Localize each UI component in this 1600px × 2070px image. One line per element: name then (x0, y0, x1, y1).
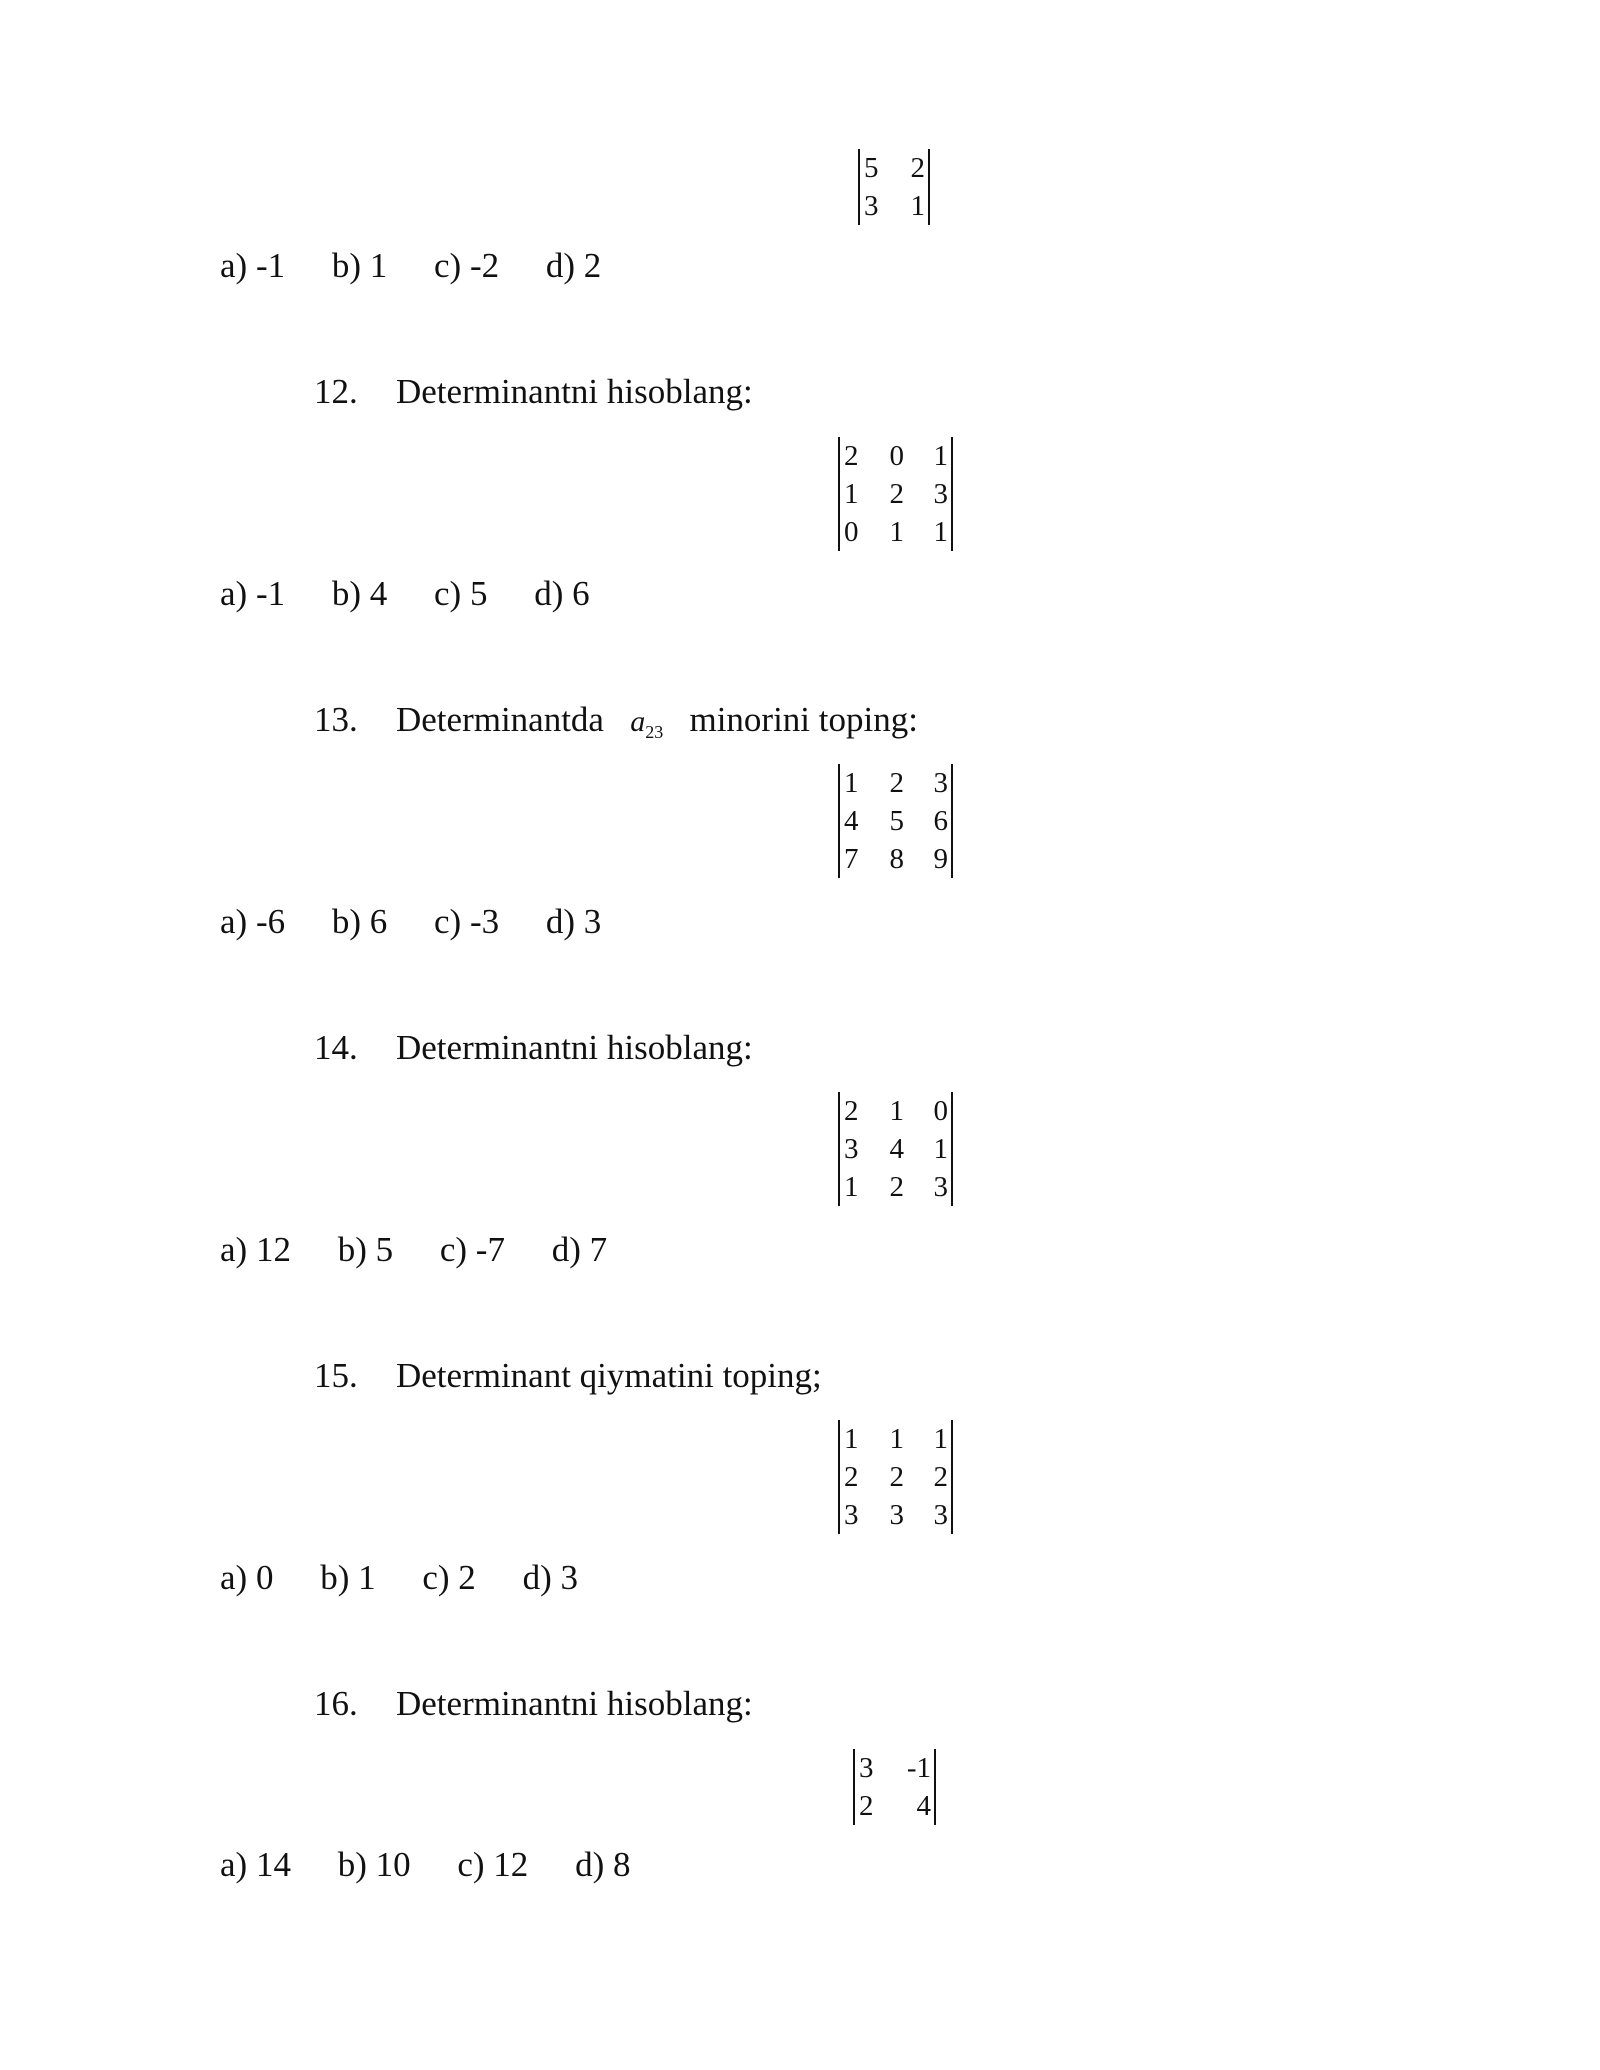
matrix-row (844, 840, 948, 878)
answer-option-c[interactable]: c) 5 (434, 574, 488, 613)
matrix-cell: 1 (910, 190, 925, 222)
question-number: 16. (314, 1684, 358, 1723)
matrix-cell: 2 (844, 1461, 859, 1493)
matrix-cell: 1 (844, 1423, 859, 1455)
matrix-row (864, 187, 925, 225)
matrix-cell: 1 (933, 1133, 948, 1165)
matrix-cell: 3 (933, 767, 948, 799)
matrix-cell: 3 (933, 1171, 948, 1203)
matrix-cell: 4 (916, 1790, 931, 1822)
matrix-cell: 2 (844, 440, 859, 472)
matrix-row (844, 1420, 948, 1458)
matrix-cell: 3 (933, 478, 948, 510)
q15-answer-options (220, 1558, 578, 1598)
matrix-cell: 9 (933, 843, 948, 875)
matrix-row (844, 764, 948, 802)
answer-option-b[interactable]: b) 1 (331, 246, 388, 285)
answer-option-a[interactable]: a) -6 (220, 902, 286, 941)
q16-answer-options (220, 1845, 630, 1885)
question-text-before: Determinantda (396, 700, 604, 739)
matrix-row (844, 1458, 948, 1496)
question-number: 13. (314, 700, 358, 739)
matrix-cell: 1 (844, 1171, 859, 1203)
answer-option-b[interactable]: b) 10 (337, 1845, 411, 1884)
q14-answer-options (220, 1230, 607, 1270)
matrix-cell: 2 (889, 1461, 904, 1493)
matrix-cell: 2 (844, 1095, 859, 1127)
q12-determinant (838, 437, 953, 551)
answer-option-a[interactable]: a) 14 (220, 1845, 291, 1884)
q15-determinant (838, 1420, 953, 1534)
answer-option-d[interactable]: d) 7 (551, 1230, 608, 1269)
matrix-row (844, 1168, 948, 1206)
answer-option-d[interactable]: d) 3 (522, 1558, 578, 1597)
matrix-cell: 8 (889, 843, 904, 875)
matrix-cell: 4 (844, 805, 859, 837)
answer-option-a[interactable]: a) -1 (220, 246, 286, 285)
question-text: Determinantni hisoblang: (396, 1684, 753, 1723)
matrix-cell: 1 (933, 1423, 948, 1455)
matrix-row (859, 1749, 931, 1787)
answer-option-a[interactable]: a) 12 (220, 1230, 291, 1269)
answer-option-c[interactable]: c) -2 (434, 246, 500, 285)
q16-determinant (853, 1749, 936, 1825)
q13-answer-options (220, 902, 601, 942)
matrix-cell: 2 (859, 1790, 874, 1822)
matrix-cell: -1 (906, 1752, 931, 1784)
top-answer-options (220, 246, 601, 286)
answer-option-c[interactable]: c) 12 (457, 1845, 529, 1884)
matrix-cell: 6 (933, 805, 948, 837)
answer-option-d[interactable]: d) 3 (545, 902, 602, 941)
question-text (396, 700, 918, 743)
matrix-cell: 1 (933, 516, 948, 548)
matrix-row (844, 437, 948, 475)
question-number: 12. (314, 372, 358, 411)
matrix-cell: 3 (864, 190, 879, 222)
matrix-cell: 0 (844, 516, 859, 548)
matrix-cell: 2 (910, 152, 925, 184)
question-text-after: minorini toping: (689, 700, 918, 739)
answer-option-c[interactable]: c) -3 (434, 902, 500, 941)
answer-option-c[interactable]: c) -7 (439, 1230, 505, 1269)
matrix-cell: 5 (889, 805, 904, 837)
answer-option-c[interactable]: c) 2 (422, 1558, 476, 1597)
answer-option-b[interactable]: b) 5 (337, 1230, 394, 1269)
answer-option-d[interactable]: d) 8 (575, 1845, 631, 1884)
question-text: Determinant qiymatini toping; (396, 1356, 822, 1395)
matrix-element-variable: $a_{23}$ (630, 705, 664, 742)
matrix-cell: 1 (933, 440, 948, 472)
matrix-cell: 1 (844, 478, 859, 510)
matrix-cell: 3 (844, 1499, 859, 1531)
q13-determinant (838, 764, 953, 878)
top-determinant (858, 149, 930, 225)
matrix-cell: 2 (889, 1171, 904, 1203)
q12-answer-options (220, 574, 590, 614)
answer-option-b[interactable]: b) 4 (331, 574, 388, 613)
matrix-cell: 7 (844, 843, 859, 875)
matrix-cell: 1 (844, 767, 859, 799)
matrix-row (864, 149, 925, 187)
matrix-cell: 1 (889, 1095, 904, 1127)
answer-option-d[interactable]: d) 2 (545, 246, 602, 285)
matrix-cell: 1 (889, 1423, 904, 1455)
matrix-cell: 3 (889, 1499, 904, 1531)
question-text: Determinantni hisoblang: (396, 1028, 753, 1067)
matrix-row (844, 475, 948, 513)
matrix-row (844, 1130, 948, 1168)
matrix-cell: 2 (889, 767, 904, 799)
matrix-cell: 1 (889, 516, 904, 548)
answer-option-b[interactable]: b) 1 (320, 1558, 376, 1597)
answer-option-b[interactable]: b) 6 (331, 902, 388, 941)
matrix-cell: 5 (864, 152, 879, 184)
answer-option-d[interactable]: d) 6 (534, 574, 590, 613)
matrix-row (844, 1092, 948, 1130)
matrix-cell: 3 (844, 1133, 859, 1165)
matrix-row (844, 1496, 948, 1534)
question-number: 15. (314, 1356, 358, 1395)
question-number: 14. (314, 1028, 358, 1067)
matrix-row (844, 802, 948, 840)
answer-option-a[interactable]: a) -1 (220, 574, 286, 613)
matrix-cell: 3 (859, 1752, 874, 1784)
matrix-cell: 4 (889, 1133, 904, 1165)
question-text: Determinantni hisoblang: (396, 372, 753, 411)
answer-option-a[interactable]: a) 0 (220, 1558, 274, 1597)
matrix-row (844, 513, 948, 551)
matrix-cell: 2 (933, 1461, 948, 1493)
q14-determinant (838, 1092, 953, 1206)
matrix-cell: 0 (889, 440, 904, 472)
matrix-cell: 3 (933, 1499, 948, 1531)
matrix-cell: 0 (933, 1095, 948, 1127)
matrix-cell: 2 (889, 478, 904, 510)
matrix-row (859, 1787, 931, 1825)
